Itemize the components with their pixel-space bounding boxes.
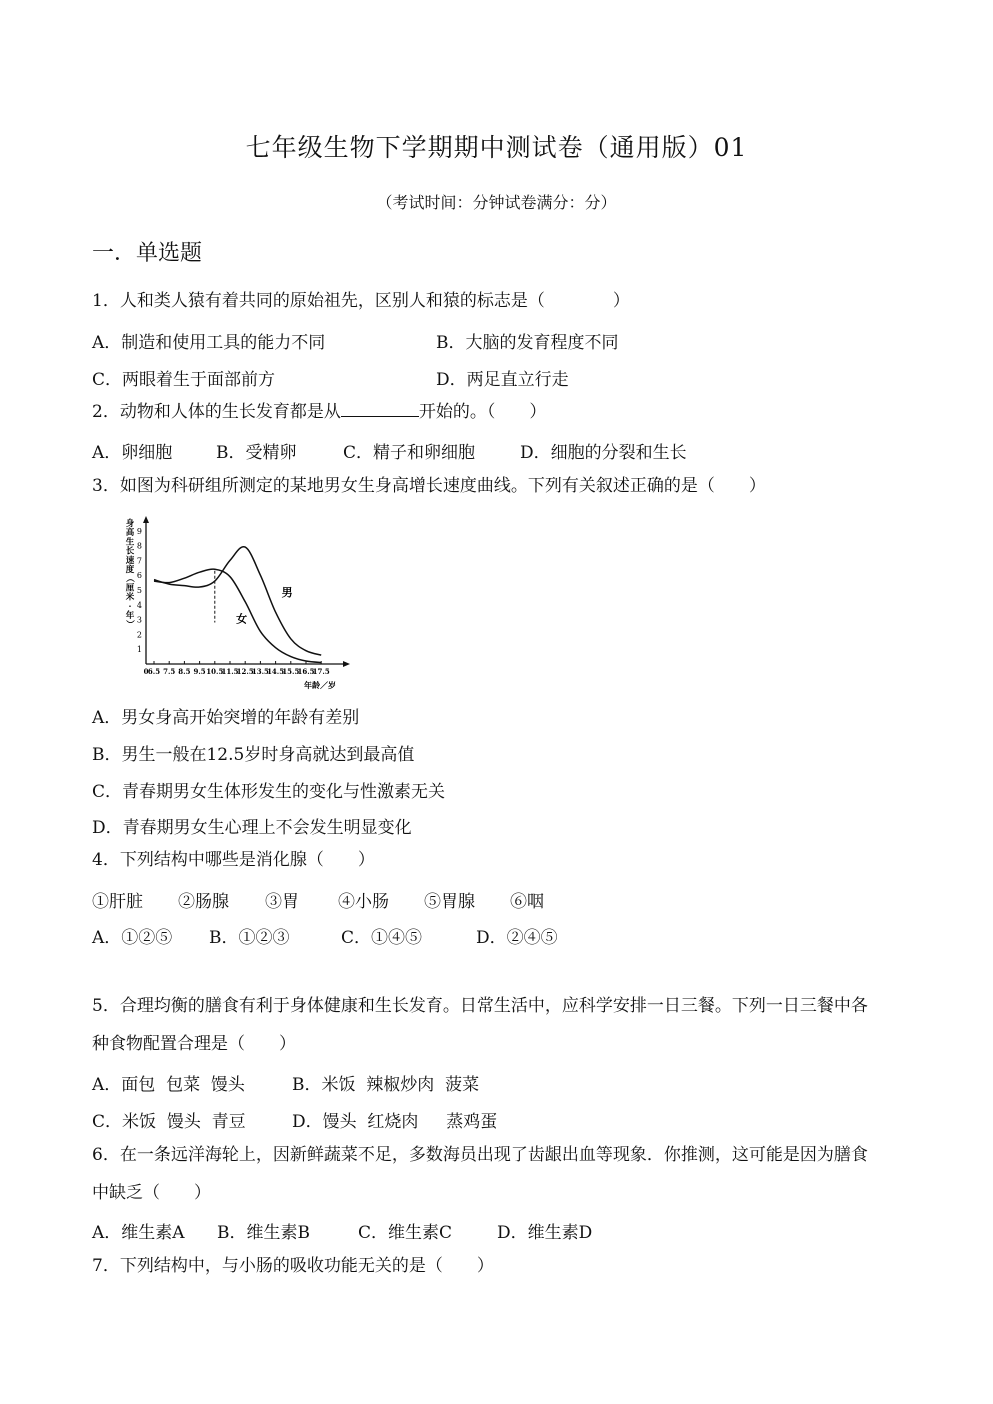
q3-option-a: A．男女身高开始突增的年龄有差别	[92, 708, 360, 728]
question-2-stem	[92, 400, 546, 423]
y-label-char: （	[124, 573, 134, 583]
x-tick-label: 6.5	[147, 667, 161, 676]
y-label-char: 年	[125, 611, 135, 621]
q2-option-b: B．受精卵	[216, 443, 297, 463]
question-5-stem-line1: 5．合理均衡的膳食有利于身体健康和生长发育。日常生活中，应科学安排一日三餐。下列一日三餐中各	[92, 996, 868, 1016]
q2-stem-part1: 2．动物和人体的生长发育都是从	[92, 402, 341, 422]
q4-option-b: B．①②③	[209, 928, 290, 948]
q2-option-c: C．精子和卵细胞	[343, 443, 476, 463]
x-tick-label: 11.5	[221, 667, 239, 676]
question-1-stem: 1．人和类人猿有着共同的原始祖先，区别人和猿的标志是（ ）	[92, 291, 630, 311]
q1-option-c: C．两眼着生于面部前方	[92, 370, 276, 390]
y-label-char: ）	[124, 619, 134, 629]
q4-item-4: ④小肠	[338, 892, 389, 912]
y-label-char: 厘	[125, 583, 135, 594]
y-tick-label: 9	[136, 526, 142, 536]
q4-item-1: ①肝脏	[92, 892, 143, 912]
q5-option-c: C．米饭 馒头 青豆	[92, 1112, 246, 1132]
y-tick-label: 2	[136, 630, 142, 640]
q1-option-a: A．制造和使用工具的能力不同	[92, 333, 326, 353]
y-label-char: 长	[125, 546, 135, 557]
q4-option-a: A．①②⑤	[92, 928, 173, 948]
x-tick-label: 8.5	[178, 667, 191, 676]
question-4-stem: 4．下列结构中哪些是消化腺（ ）	[92, 850, 375, 870]
growth-chart	[118, 512, 358, 692]
girls-curve-label: 女	[236, 612, 248, 626]
q4-item-2: ②肠腺	[178, 892, 229, 912]
q6-option-a: A．维生素A	[92, 1223, 185, 1243]
y-label-char: 速	[125, 555, 135, 566]
y-label-char: 米	[125, 592, 135, 603]
q6-option-b: B．维生素B	[217, 1223, 310, 1243]
x-axis-arrow	[343, 661, 350, 667]
x-tick-label: 13.5	[251, 667, 269, 676]
chart-y-axis-label	[124, 518, 135, 628]
q3-option-b: B．男生一般在12.5岁时身高就达到最高值	[92, 745, 415, 765]
q4-option-d: D．②④⑤	[476, 928, 558, 948]
q3-option-d: D．青春期男女生心理上不会发生明显变化	[92, 818, 412, 838]
q1-option-d: D．两足直立行走	[436, 370, 569, 390]
q1-option-b: B．大脑的发育程度不同	[436, 333, 619, 353]
y-tick-label: 5	[136, 586, 142, 595]
q2-stem-part2: 开始的。（ ）	[418, 402, 547, 422]
q2-option-a: A．卵细胞	[92, 443, 173, 463]
y-label-char: 生	[125, 537, 135, 548]
question-7-stem: 7．下列结构中，与小肠的吸收功能无关的是（ ）	[92, 1256, 494, 1276]
q6-option-d: D．维生素D	[497, 1223, 593, 1243]
question-5-stem-line2: 种食物配置合理是（ ）	[92, 1034, 296, 1054]
boys-growth-curve	[154, 547, 321, 655]
boys-curve-label: 男	[281, 585, 293, 599]
y-tick-label: 6	[136, 571, 142, 581]
q3-option-c: C．青春期男女生体形发生的变化与性激素无关	[92, 782, 446, 802]
question-6-stem-line1: 6．在一条远洋海轮上，因新鲜蔬菜不足，多数海员出现了齿龈出血等现象．你推测，这可能是因为膳食	[92, 1145, 868, 1165]
y-label-char: 高	[125, 528, 135, 539]
q5-option-d: D．馒头 红烧肉 蒸鸡蛋	[292, 1112, 498, 1132]
y-axis-arrow	[143, 516, 149, 523]
x-tick-label: 9.5	[193, 667, 206, 676]
question-3-stem: 3．如图为科研组所测定的某地男女生身高增长速度曲线。下列有关叙述正确的是（ ）	[92, 476, 766, 496]
q4-item-6: ⑥咽	[510, 892, 544, 912]
chart-x-axis-label: 年龄／岁	[304, 680, 336, 690]
x-tick-label: 17.5	[312, 667, 330, 676]
q4-item-3: ③胃	[265, 892, 299, 912]
question-6-stem-line2: 中缺乏（ ）	[92, 1183, 211, 1203]
x-tick-label: 7.5	[163, 667, 176, 676]
q5-option-b: B．米饭 辣椒炒肉 菠菜	[292, 1075, 480, 1095]
y-tick-label: 3	[136, 615, 142, 625]
y-tick-label: 8	[136, 541, 142, 551]
x-tick-label: 16.5	[297, 667, 315, 676]
y-tick-label: 4	[136, 600, 142, 610]
y-label-char: ·	[128, 601, 132, 612]
section-heading: 一．单选题	[92, 241, 203, 266]
x-tick-label: 10.5	[206, 667, 224, 676]
page-title: 七年级生物下学期期中测试卷（通用版）01	[245, 133, 748, 162]
y-label-char: 度	[125, 565, 135, 575]
x-tick-label: 12.5	[236, 667, 254, 676]
y-tick-label: 1	[136, 645, 142, 655]
q5-option-a: A．面包 包菜 馒头	[92, 1075, 245, 1095]
y-tick-label: 7	[136, 556, 142, 566]
answer-blank	[341, 400, 419, 417]
y-label-char: 身	[125, 519, 135, 529]
q4-option-c: C．①④⑤	[341, 928, 423, 948]
q6-option-c: C．维生素C	[358, 1223, 453, 1243]
q2-option-d: D．细胞的分裂和生长	[520, 443, 687, 463]
exam-info: （考试时间：分钟试卷满分：分）	[376, 193, 617, 212]
x-tick-label: 14.5	[267, 667, 285, 676]
x-tick-label: 15.5	[282, 667, 300, 676]
q4-item-5: ⑤胃腺	[424, 892, 475, 912]
x-tick-label: 0	[143, 667, 149, 676]
